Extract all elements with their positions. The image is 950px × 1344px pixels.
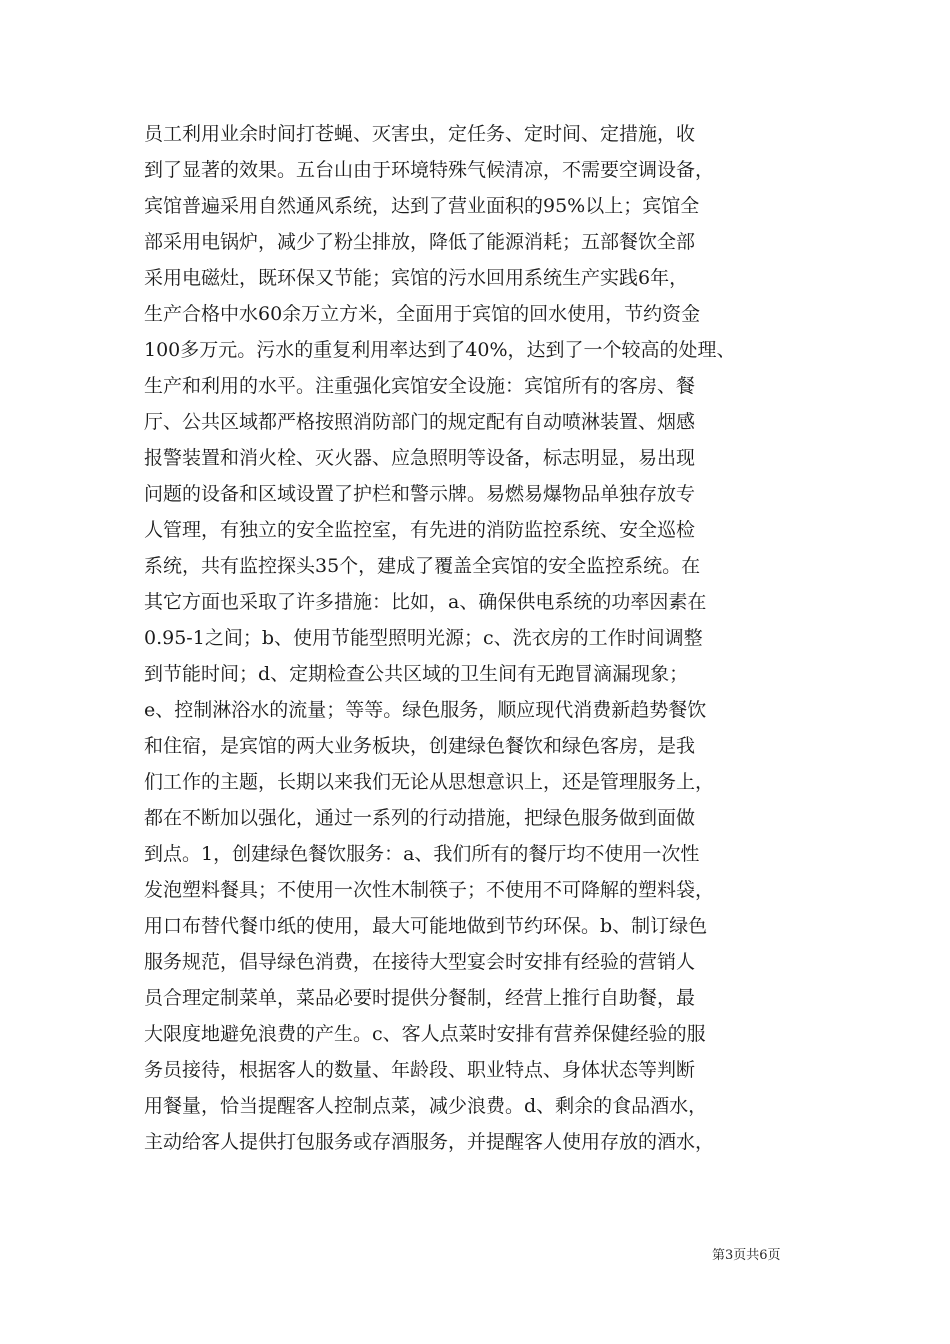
text-line: 用口布替代餐巾纸的使用，最大可能地做到节约环保。b、制订绿色 xyxy=(144,915,708,937)
text-line: 发泡塑料餐具；不使用一次性木制筷子；不使用不可降解的塑料袋， xyxy=(144,879,715,901)
text-line: 其它方面也采取了许多措施：比如，a、确保供电系统的功率因素在 xyxy=(144,591,707,613)
text-line: 100多万元。污水的重复利用率达到了40%，达到了一个较高的处理、 xyxy=(144,339,736,361)
text-line: 服务规范，倡导绿色消费，在接待大型宴会时安排有经验的营销人 xyxy=(144,951,696,973)
text-line: 员合理定制菜单，菜品必要时提供分餐制，经营上推行自助餐，最 xyxy=(144,987,696,1009)
text-line: 0.95-1之间；b、使用节能型照明光源；c、洗衣房的工作时间调整 xyxy=(144,627,703,649)
text-line: 宾馆普遍采用自然通风系统，达到了营业面积的95%以上；宾馆全 xyxy=(144,195,700,217)
text-line: 用餐量，恰当提醒客人控制点菜，减少浪费。d、剩余的食品酒水， xyxy=(144,1095,708,1117)
text-line: 系统，共有监控探头35个，建成了覆盖全宾馆的安全监控系统。在 xyxy=(144,555,701,577)
text-line: 都在不断加以强化，通过一系列的行动措施，把绿色服务做到面做 xyxy=(144,807,696,829)
text-line: 报警装置和消火栓、灭火器、应急照明等设备，标志明显，易出现 xyxy=(144,447,696,469)
text-line: 到了显著的效果。五台山由于环境特殊气候清凉，不需要空调设备， xyxy=(144,159,715,181)
page-number-footer: 第3页共6页 xyxy=(712,1248,781,1263)
text-line: 和住宿，是宾馆的两大业务板块，创建绿色餐饮和绿色客房，是我 xyxy=(144,735,696,757)
text-line: 部采用电锅炉，减少了粉尘排放，降低了能源消耗；五部餐饮全部 xyxy=(144,231,696,253)
text-line: 厅、公共区域都严格按照消防部门的规定配有自动喷淋装置、烟感 xyxy=(144,411,696,433)
text-line: 主动给客人提供打包服务或存酒服务，并提醒客人使用存放的酒水， xyxy=(144,1131,715,1153)
text-line: 们工作的主题，长期以来我们无论从思想意识上，还是管理服务上， xyxy=(144,771,715,793)
text-line: 务员接待，根据客人的数量、年龄段、职业特点、身体状态等判断 xyxy=(144,1059,696,1081)
body-text xyxy=(144,116,816,1160)
text-line: 员工利用业余时间打苍蝇、灭害虫，定任务、定时间、定措施，收 xyxy=(144,123,696,145)
text-line: 大限度地避免浪费的产生。c、客人点菜时安排有营养保健经验的服 xyxy=(144,1023,706,1045)
text-line: 生产和利用的水平。注重强化宾馆安全设施：宾馆所有的客房、餐 xyxy=(144,375,696,397)
text-line: 人管理，有独立的安全监控室，有先进的消防监控系统、安全巡检 xyxy=(144,519,696,541)
text-line: 到节能时间；d、定期检查公共区域的卫生间有无跑冒滴漏现象； xyxy=(144,663,689,685)
text-line: 问题的设备和区域设置了护栏和警示牌。易燃易爆物品单独存放专 xyxy=(144,483,696,505)
text-line: 生产合格中水60余万立方米，全面用于宾馆的回水使用，节约资金 xyxy=(144,303,701,325)
text-line: e、控制淋浴水的流量；等等。绿色服务，顺应现代消费新趋势餐饮 xyxy=(144,699,707,721)
text-line: 采用电磁灶，既环保又节能；宾馆的污水回用系统生产实践6年， xyxy=(144,267,689,289)
text-line: 到点。1，创建绿色餐饮服务：a、我们所有的餐厅均不使用一次性 xyxy=(144,843,700,865)
